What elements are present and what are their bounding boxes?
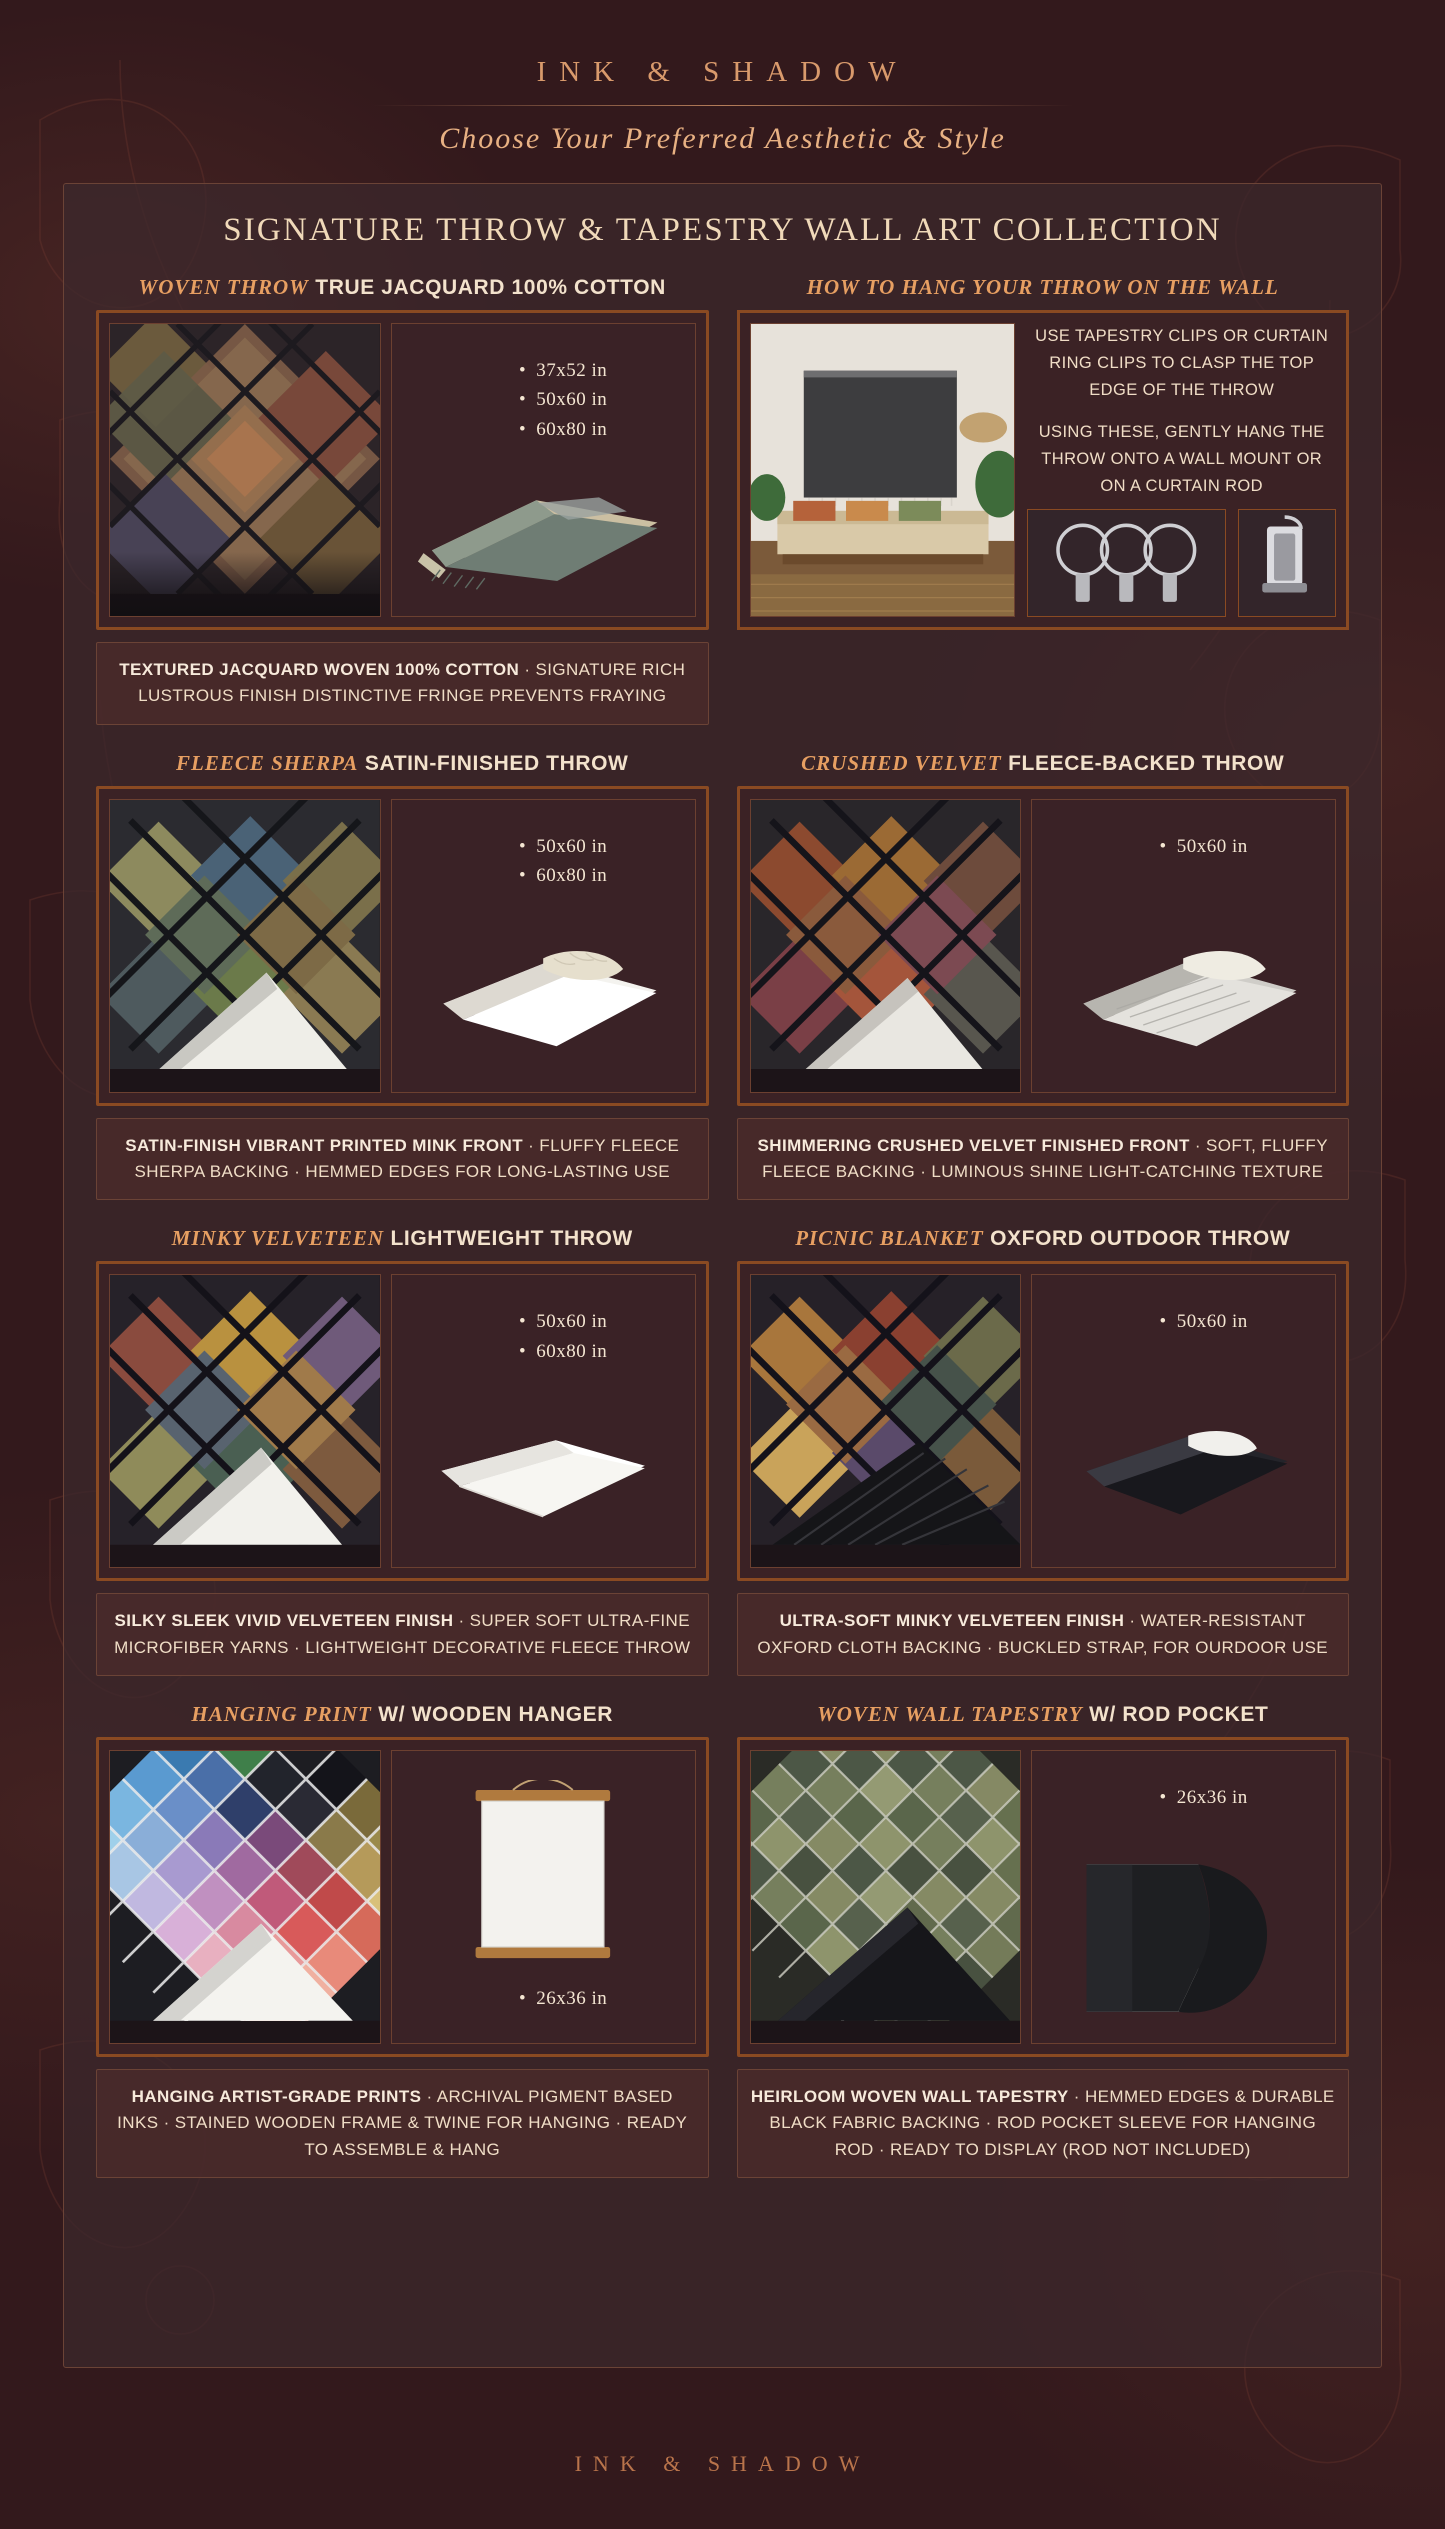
size-option: • 50x60 in [1072,1307,1335,1336]
caption-rest: · SUPER SOFT ULTRA-FINE MICROFIBER YARNS · LIGHTWEIGHT DECORATIVE FLEECE THROW [114,1611,691,1657]
size-option: • 26x36 in [1072,1783,1335,1812]
product-sizes-and-fold [1031,799,1336,1093]
product-caption [737,1118,1350,1201]
product-card-woven-wall-tapestry [723,1690,1364,2192]
product-title-italic: MINKY VELVETEEN [171,1226,385,1251]
product-images [96,1737,709,2057]
product-card-fleece-sherpa [82,739,723,1215]
product-sizes-and-fold [391,1750,696,2044]
product-caption [96,2069,709,2178]
product-title-italic: PICNIC BLANKET [795,1226,984,1251]
size-list [392,832,695,891]
product-sizes-and-fold [391,1274,696,1568]
product-images [737,786,1350,1106]
product-sizes-and-fold [391,799,696,1093]
product-title [737,1218,1350,1261]
product-images [737,1737,1350,2057]
divider [373,105,1073,106]
product-title [737,743,1350,786]
howto-paragraph-2: USING THESE, GENTLY HANG THE THROW ONTO A WALL MOUNT OR ON A CURTAIN ROD [1038,422,1325,496]
caption-rest: · SIGNATURE RICH LUSTROUS FINISH DISTINCTIVE FRINGE PREVENTS FRAYING [138,660,686,706]
size-option: • 50x60 in [1072,832,1335,861]
page-title: SIGNATURE THROW & TAPESTRY WALL ART COLLECTION [223,212,1222,248]
caption-rest: · ARCHIVAL PIGMENT BASED INKS · STAINED WOODEN FRAME & TWINE FOR HANGING · READY TO ASSEMBLE & HANG [117,2087,688,2159]
size-option: • 60x80 in [432,415,695,444]
product-card-picnic-blanket [723,1214,1364,1690]
caption-bold: TEXTURED JACQUARD WOVEN 100% COTTON [119,660,520,679]
howto-content [737,310,1350,630]
product-title-rest: OXFORD OUTDOOR THROW [990,1227,1291,1251]
howto-title-text: HOW TO HANG YOUR THROW ON THE WALL [806,275,1279,299]
product-sizes-and-fold [391,323,696,617]
brand-title: INK & SHADOW [536,56,909,88]
size-option: • 50x60 in [432,832,695,861]
caption-bold: SATIN-FINISH VIBRANT PRINTED MINK FRONT [125,1135,523,1155]
collection-panel [63,183,1382,2368]
product-title-italic: WOVEN THROW [138,275,309,299]
product-caption [96,642,709,725]
header [0,0,1445,156]
curtain-ring-clips-image [1027,509,1226,617]
product-images [96,1261,709,1581]
product-images [737,1261,1350,1581]
folded-throw-illustration [416,1386,670,1538]
product-title-rest: SATIN-FINISHED THROW [364,751,629,775]
product-photo-front [109,1750,381,2044]
product-caption [96,1593,709,1676]
product-photo-front [750,1750,1022,2044]
caption-rest: · WATER-RESISTANT OXFORD CLOTH BACKING · BUCKLED STRAP, FOR OURDOOR USE [757,1611,1329,1657]
caption-bold: HEIRLOOM WOVEN WALL TAPESTRY [750,2087,1069,2107]
howto-title [737,267,1350,310]
product-card-minky-velveteen [82,1214,723,1690]
product-title-rest: TRUE JACQUARD 100% COTTON [315,276,666,299]
product-card-crushed-velvet [723,739,1364,1215]
product-sizes-and-fold [1031,1750,1336,2044]
product-card-hanging-print [82,1690,723,2192]
product-title [96,267,709,310]
folded-throw-illustration [1050,899,1316,1068]
caption-bold: HANGING ARTIST-GRADE PRINTS [131,2087,422,2107]
caption-rest: · HEMMED EDGES & DURABLE BLACK FABRIC BACKING · ROD POCKET SLEEVE FOR HANGING ROD · READY TO DISPLAY (ROD NOT INCLUDED) [769,2087,1335,2159]
product-photo-front [109,323,381,617]
size-option: • 60x80 in [432,1337,695,1366]
product-title-rest: FLEECE-BACKED THROW [1008,751,1285,775]
product-images [96,786,709,1106]
product-photo-front [109,799,381,1093]
folded-throw-illustration [404,438,683,599]
howto-paragraph-1: USE TAPESTRY CLIPS OR CURTAIN RING CLIPS TO CLASP THE TOP EDGE OF THE THROW [1035,327,1329,400]
product-photo-front [750,1274,1022,1568]
product-title-rest: W/ WOODEN HANGER [378,1703,614,1727]
size-option: • 50x60 in [432,385,695,414]
folded-throw-illustration [1056,1381,1310,1539]
product-title [96,1694,709,1737]
product-title-rest: LIGHTWEIGHT THROW [390,1227,633,1251]
product-photo-front [750,799,1022,1093]
footer-brand: INK & SHADOW [574,2451,871,2476]
product-title [737,1694,1350,1737]
folded-throw-illustration [410,899,676,1068]
product-title-italic: WOVEN WALL TAPESTRY [817,1702,1083,1727]
size-option: • 60x80 in [432,861,695,890]
tagline: Choose Your Preferred Aesthetic & Style [439,122,1006,155]
product-title [96,1218,709,1261]
product-title-italic: CRUSHED VELVET [801,750,1002,775]
product-caption [737,1593,1350,1676]
product-grid [64,257,1381,2192]
product-title-italic: FLEECE SHERPA [176,750,359,775]
product-title-italic: HANGING PRINT [191,1702,372,1727]
size-list [1032,1783,1335,1812]
size-list [1032,832,1335,861]
size-list [392,1984,695,2013]
product-sizes-and-fold [1031,1274,1336,1568]
size-option: • 37x52 in [432,356,695,385]
caption-rest: · FLUFFY FLEECE SHERPA BACKING · HEMMED EDGES FOR LONG-LASTING USE [134,1135,680,1182]
caption-rest: · SOFT, FLUFFY FLEECE BACKING · LUMINOUS SHINE LIGHT-CATCHING TEXTURE [762,1135,1328,1182]
caption-bold: ULTRA-SOFT MINKY VELVETEEN FINISH [779,1611,1125,1631]
product-images [96,310,709,630]
size-option: • 50x60 in [432,1307,695,1336]
hardware-row [1027,509,1336,617]
howto-text [1027,323,1336,617]
size-list [392,356,695,444]
caption-bold: SHIMMERING CRUSHED VELVET FINISHED FRONT [757,1135,1190,1155]
room-photo [750,323,1016,617]
tapestry-clip-image [1238,509,1336,617]
size-list [392,1307,695,1366]
product-title [96,743,709,786]
tapestry-backing-illustration [1056,1845,1310,2026]
product-caption [737,2069,1350,2178]
product-photo-front [109,1274,381,1568]
size-option: • 26x36 in [432,1984,695,2013]
howto-card [723,263,1364,739]
product-caption [96,1118,709,1201]
caption-bold: SILKY SLEEK VIVID VELVETEEN FINISH [114,1611,454,1631]
size-list [1032,1307,1335,1336]
hanging-print-illustration [446,1780,640,1967]
product-card-woven-throw [82,263,723,739]
product-title-rest: W/ ROD POCKET [1089,1703,1269,1727]
